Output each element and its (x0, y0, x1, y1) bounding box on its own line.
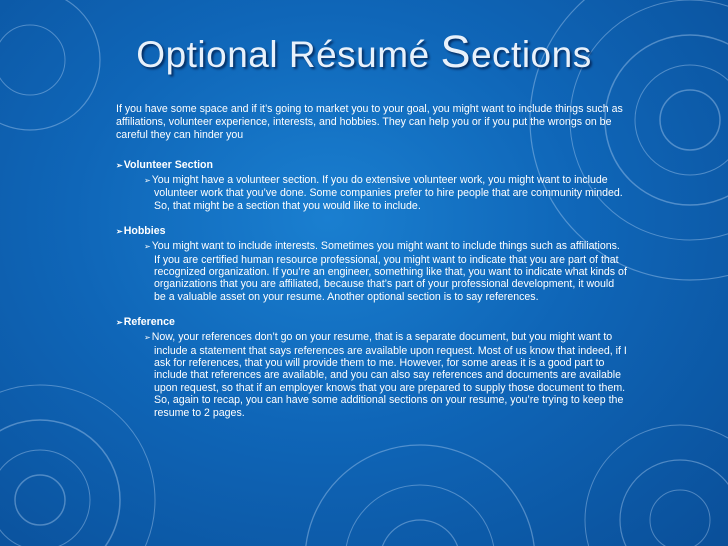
arrow-bullet-icon: ➢ (144, 333, 151, 343)
title-text-part2: S (440, 26, 471, 77)
section-heading-text: Volunteer Section (123, 159, 213, 171)
section-paragraph (144, 331, 628, 419)
section-heading-text: Hobbies (123, 225, 166, 238)
title-text-part3: ections (470, 34, 592, 75)
section-paragraph-text: Now, your references don’t go on your resume, that is a separate document, but you might want to include a statement that says references are available upon request. Most of us know that indeed, if I ask for references, that you will provide them to me. However, for some areas it is a good part to include that references are available, and you can also say references and documents are available upon request, so that if an employer knows that you are prepared to supply those document to them. So, again to recap, you can have some additional sections on your resume, you’re trying to keep the resume to 2 pages. (151, 331, 627, 419)
arrow-bullet-icon: ➢ (116, 318, 123, 328)
section-heading (116, 316, 628, 329)
slide-body (116, 103, 628, 432)
arrow-bullet-icon: ➢ (144, 242, 151, 252)
title-text-part1: Optional Résumé (136, 34, 441, 75)
section-hobbies (116, 225, 628, 303)
section-paragraph (144, 240, 628, 303)
intro-paragraph: If you have some space and if it’s going to market you to your goal, you might want to include things such as affiliations, volunteer experience, interests, and hobbies. They can help you or if you put the wrongs on be careful they can hinder you (116, 103, 623, 141)
section-volunteer (116, 159, 628, 212)
section-heading (116, 225, 628, 238)
arrow-bullet-icon: ➢ (144, 176, 151, 185)
section-paragraph (144, 174, 628, 212)
section-heading (116, 159, 628, 172)
arrow-bullet-icon: ➢ (116, 227, 123, 237)
arrow-bullet-icon: ➢ (116, 161, 123, 170)
section-reference (116, 316, 628, 419)
section-paragraph-text: You might have a volunteer section. If you do extensive volunteer work, you might want to include volunteer work that you’ve done. Some companies prefer to hire people that are community minded. So, that might be a section that you would like to include. (151, 174, 623, 212)
section-heading-text: Reference (123, 316, 175, 329)
section-paragraph-text: You might want to include interests. Sometimes you might want to include things such as affiliations. If you are certified human resource professional, you might want to indicate that you are part of that recognized organization. If you’re an engineer, something like that, you want to indicate what kinds of organizations that you are affiliated, because that’s part of your professional development, it would be a valuable asset on your resume. Another optional section is to say references. (151, 240, 627, 303)
slide-title (0, 26, 728, 78)
